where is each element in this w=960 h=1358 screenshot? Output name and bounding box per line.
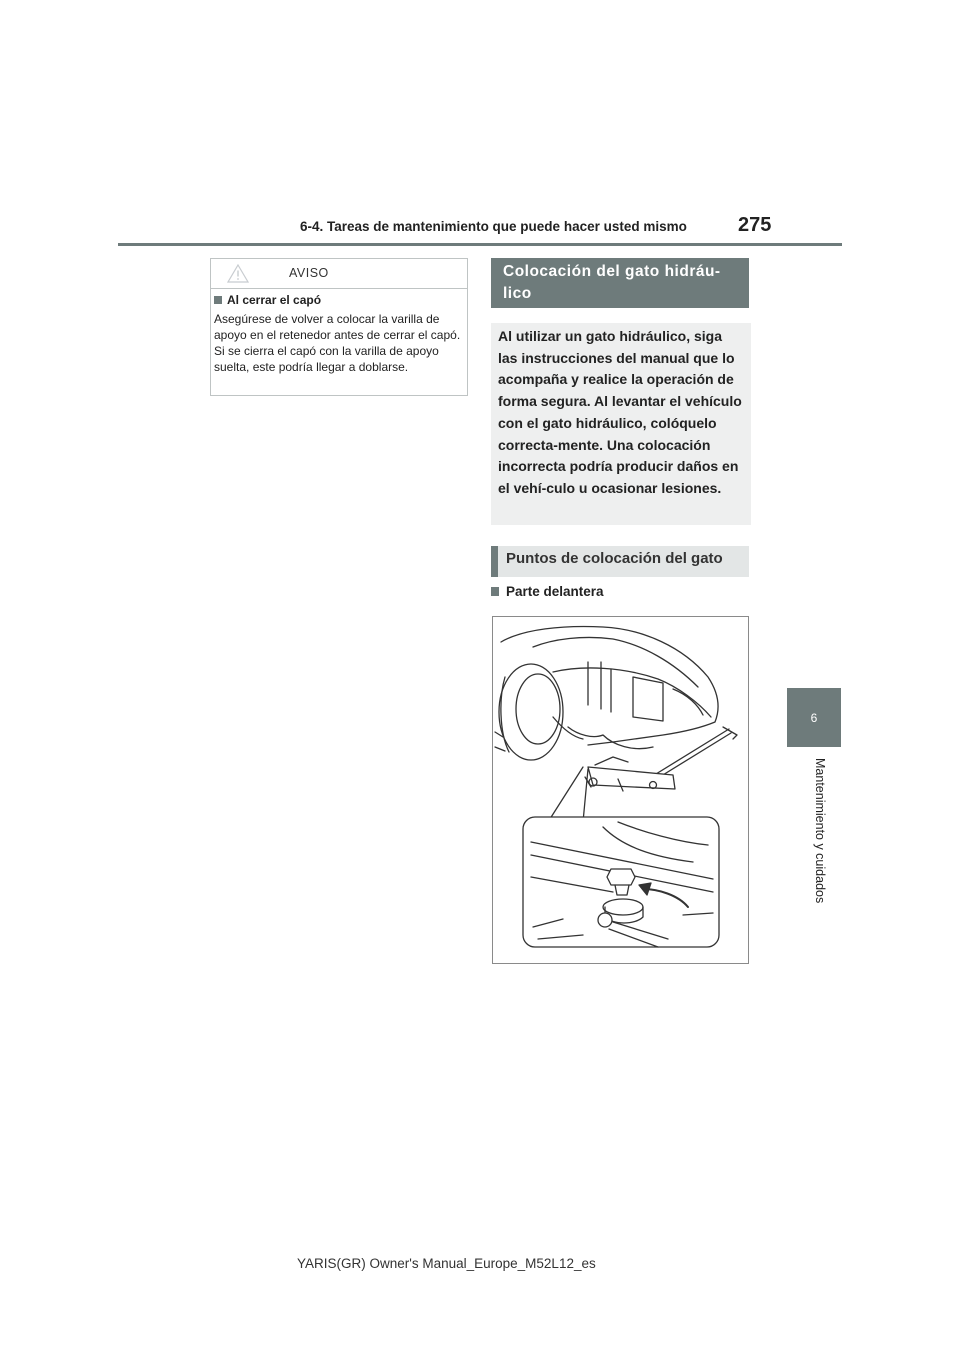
bullet-square-icon [491,587,499,596]
warning-subheading [214,293,321,307]
warning-text: Asegúrese de volver a colocar la varilla de apoyo en el retenedor antes de cerrar el capó. Si se cierra el capó con la varilla de apoyo suelta, este podría llegar a doblarse. [214,312,461,374]
warning-triangle-icon [227,264,249,283]
chapter-tab [787,688,841,747]
warning-title: AVISO [289,266,329,280]
footer-manual-id: YARIS(GR) Owner's Manual_Europe_M52L12_es [297,1256,596,1271]
chapter-header-title: 6-4. Tareas de mantenimiento que puede hacer usted mismo [300,219,687,234]
info-box: Al utilizar un gato hidráulico, siga las instrucciones del manual que lo acompaña y realice la operación de forma segura. Al levantar el vehículo con el gato hidráulico, colóquelo correcta-mente. Una colocación incorrecta podría producir daños en el vehí-culo u ocasionar lesiones. [491,323,751,525]
section-title-jack-placement: Colocación del gato hidráu-lico [491,258,749,308]
car-jack-drawing [493,617,748,963]
warning-header [211,259,467,289]
chapter-tab-number: 6 [810,710,818,725]
warning-subheading-text: Al cerrar el capó [227,293,322,307]
page-number: 275 [738,214,772,236]
header-rule [118,243,842,246]
jack-point-illustration [492,616,749,964]
chapter-tab-label: Mantenimiento y cuidados [813,758,827,904]
section-title-jack-points: Puntos de colocación del gato [491,546,749,577]
bullet-square-icon [214,296,222,304]
warning-box [210,258,468,396]
subheading-front [491,584,604,599]
subheading-front-text: Parte delantera [506,584,604,599]
